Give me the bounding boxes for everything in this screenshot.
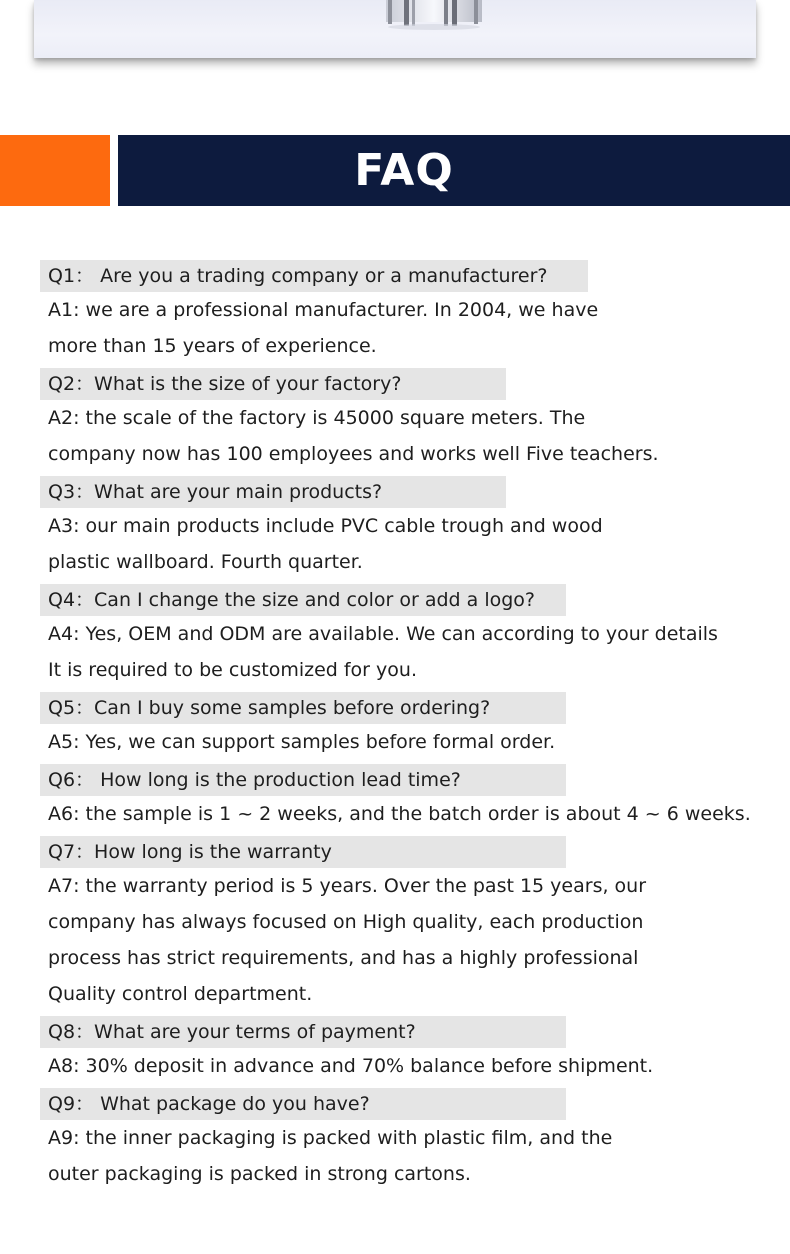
answer-line: more than 15 years of experience. bbox=[48, 335, 377, 357]
answer-line: A1: we are a professional manufacturer. In 2004, we have bbox=[48, 299, 599, 321]
faq-answer bbox=[48, 508, 790, 580]
answer-line: A7: the warranty period is 5 years. Over the past 15 years, our bbox=[48, 875, 647, 897]
aluminum-profile-image bbox=[386, 0, 482, 30]
product-photo bbox=[34, 0, 756, 58]
answer-line: Quality control department. bbox=[48, 983, 313, 1005]
faq-question: Q9： What package do you have? bbox=[40, 1088, 566, 1120]
banner-accent-block bbox=[0, 135, 110, 206]
faq-question: Q5：Can I buy some samples before ordering? bbox=[40, 692, 566, 724]
answer-line: process has strict requirements, and has a highly professional bbox=[48, 947, 639, 969]
page-title: FAQ bbox=[354, 145, 454, 196]
faq-question: Q3：What are your main products? bbox=[40, 476, 506, 508]
faq-answer bbox=[48, 1048, 790, 1084]
answer-line: company has always focused on High quality, each production bbox=[48, 911, 644, 933]
answer-line: A6: the sample is 1 ~ 2 weeks, and the batch order is about 4 ~ 6 weeks. bbox=[48, 803, 751, 825]
answer-line: company now has 100 employees and works well Five teachers. bbox=[48, 443, 659, 465]
answer-line: A9: the inner packaging is packed with plastic film, and the bbox=[48, 1127, 613, 1149]
faq-list bbox=[0, 256, 790, 1192]
faq-answer bbox=[48, 292, 790, 364]
faq-banner bbox=[118, 135, 790, 206]
faq-answer bbox=[48, 1120, 790, 1192]
answer-line: A8: 30% deposit in advance and 70% balance before shipment. bbox=[48, 1055, 654, 1077]
answer-line: A4: Yes, OEM and ODM are available. We can according to your details bbox=[48, 623, 718, 645]
faq-answer bbox=[48, 796, 790, 832]
answer-line: A3: our main products include PVC cable trough and wood bbox=[48, 515, 603, 537]
faq-answer bbox=[48, 616, 790, 688]
answer-line: A5: Yes, we can support samples before formal order. bbox=[48, 731, 556, 753]
faq-question: Q1： Are you a trading company or a manufacturer? bbox=[40, 260, 588, 292]
faq-question: Q4：Can I change the size and color or add a logo? bbox=[40, 584, 566, 616]
faq-answer bbox=[48, 400, 790, 472]
faq-answer bbox=[48, 724, 790, 760]
faq-question: Q7：How long is the warranty bbox=[40, 836, 566, 868]
faq-answer bbox=[48, 868, 790, 1012]
faq-question: Q6： How long is the production lead time? bbox=[40, 764, 566, 796]
answer-line: plastic wallboard. Fourth quarter. bbox=[48, 551, 363, 573]
answer-line: A2: the scale of the factory is 45000 square meters. The bbox=[48, 407, 586, 429]
faq-question: Q8：What are your terms of payment? bbox=[40, 1016, 566, 1048]
answer-line: outer packaging is packed in strong cartons. bbox=[48, 1163, 471, 1185]
answer-line: It is required to be customized for you. bbox=[48, 659, 417, 681]
faq-question: Q2：What is the size of your factory? bbox=[40, 368, 506, 400]
